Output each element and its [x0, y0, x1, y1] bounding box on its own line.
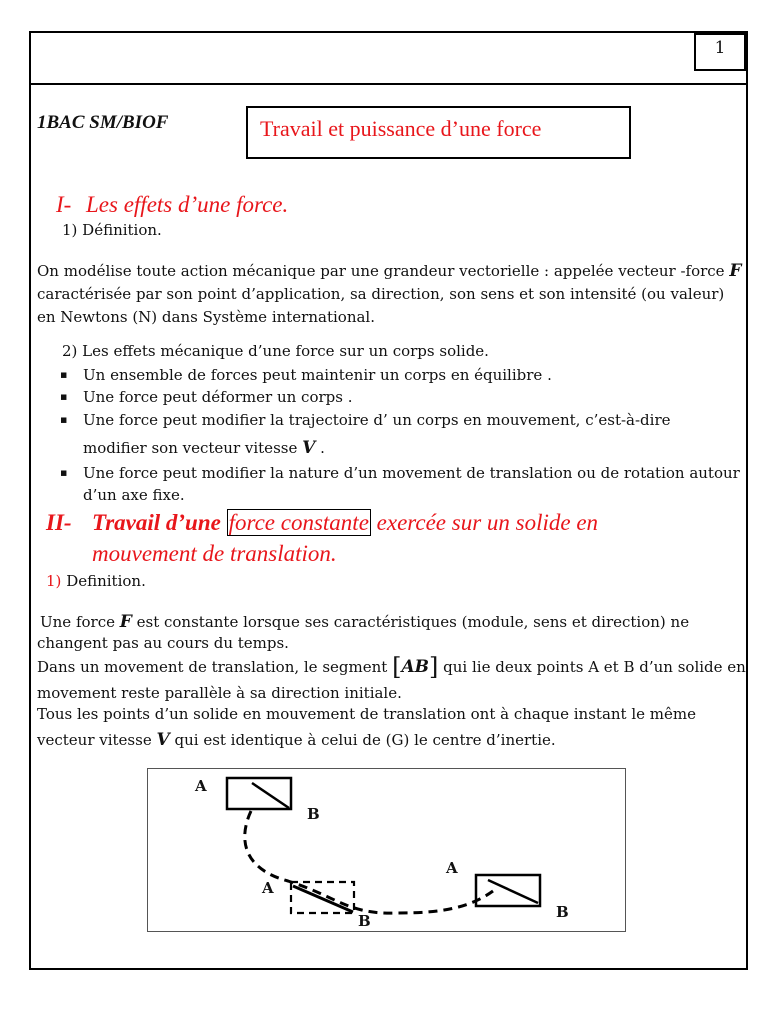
- bullet-text: Une force peut modifier la nature d’un movement de translation ou de rotation autour: [83, 464, 740, 482]
- section1-para-line2: caractérisée par son point d’application, sa direction, son sens et son intensité (ou valeur): [37, 285, 725, 303]
- section1-para-line1: [37, 260, 741, 283]
- point-label-a1: A: [195, 777, 207, 795]
- section1-sub2: 2) Les effets mécanique d’une force sur un corps solide.: [62, 342, 489, 360]
- point-label-a2: A: [262, 879, 274, 897]
- section2-p2-line1: [37, 653, 746, 681]
- bullet-text: Un ensemble de forces peut maintenir un corps en équilibre .: [83, 366, 552, 384]
- section2-title-a: Travail d’une: [92, 510, 221, 535]
- section2-p1-line1: [40, 611, 689, 634]
- section1-number: I-: [56, 192, 72, 217]
- header-divider: [29, 83, 748, 85]
- para-text: Une force: [40, 613, 115, 631]
- para-text: qui lie deux points A et B d’un solide en: [443, 658, 746, 676]
- segment-ab-initial: [252, 783, 289, 808]
- bullet-text: Une force peut déformer un corps .: [83, 388, 353, 406]
- bullet4-continuation: d’un axe fixe.: [83, 486, 185, 504]
- segment-AB: AB: [401, 657, 430, 677]
- vector-V: V: [156, 730, 170, 750]
- bullet3-continuation: [83, 437, 325, 460]
- title-box: [246, 106, 631, 159]
- section2-title-boxed: force constante: [228, 510, 369, 535]
- bullet-text: modifier son vecteur vitesse: [83, 439, 298, 457]
- section2-number: II-: [46, 510, 72, 535]
- section1-heading: [56, 192, 288, 218]
- section2-heading: [46, 510, 598, 536]
- level-label: 1BAC SM/BIOF: [37, 112, 169, 133]
- para-text: est constante lorsque ses caractéristiques (module, sens et direction) ne: [136, 613, 690, 631]
- section1-sub1: 1) Définition.: [62, 221, 162, 239]
- bullet-text: Une force peut modifier la trajectoire d’ un corps en mouvement, c’est-à-dire: [83, 411, 671, 429]
- bracket-left: [: [392, 653, 402, 681]
- point-label-b3: B: [556, 903, 569, 921]
- para-text: qui est identique à celui de (G) le centre d’inertie.: [174, 731, 556, 749]
- para-text: Dans un movement de translation, le segment: [37, 658, 388, 676]
- bullet-text: .: [320, 439, 325, 457]
- section2-title-b: exercée sur un solide en: [376, 510, 599, 535]
- translation-diagram: [147, 768, 626, 932]
- segment-ab-intermediate: [293, 886, 353, 912]
- para-text: vecteur vitesse: [37, 731, 152, 749]
- section2-sub1-title: Definition.: [66, 572, 146, 590]
- page-number: 1: [694, 33, 746, 71]
- bracket-right: ]: [429, 653, 439, 681]
- vector-F: F: [119, 612, 132, 632]
- section2-sub1: [46, 570, 146, 593]
- segment-ab-final: [488, 880, 538, 903]
- para-text: On modélise toute action mécanique par une grandeur vectorielle : appelée vecteur -force: [37, 262, 725, 280]
- point-label-b2: B: [358, 912, 371, 930]
- section1-title: Les effets d’une force.: [86, 192, 289, 217]
- vector-V: V: [302, 438, 316, 458]
- section2-p3-line1: Tous les points d’un solide en mouvement de translation ont à chaque instant le même: [37, 705, 696, 723]
- lesson-title: Travail et puissance d’une force: [260, 116, 542, 141]
- section2-p3-line2: [37, 729, 556, 752]
- section2-p2-line2: movement reste parallèle à sa direction initiale.: [37, 684, 402, 702]
- section1-para-line3: en Newtons (N) dans Système international.: [37, 308, 375, 326]
- point-label-b1: B: [307, 805, 320, 823]
- point-label-a3: A: [446, 859, 458, 877]
- section2-p1-line2: changent pas au cours du temps.: [37, 634, 289, 652]
- vector-F: F: [729, 261, 742, 281]
- section2-title-line2: mouvement de translation.: [92, 541, 337, 566]
- section2-sub1-number: 1): [46, 572, 62, 590]
